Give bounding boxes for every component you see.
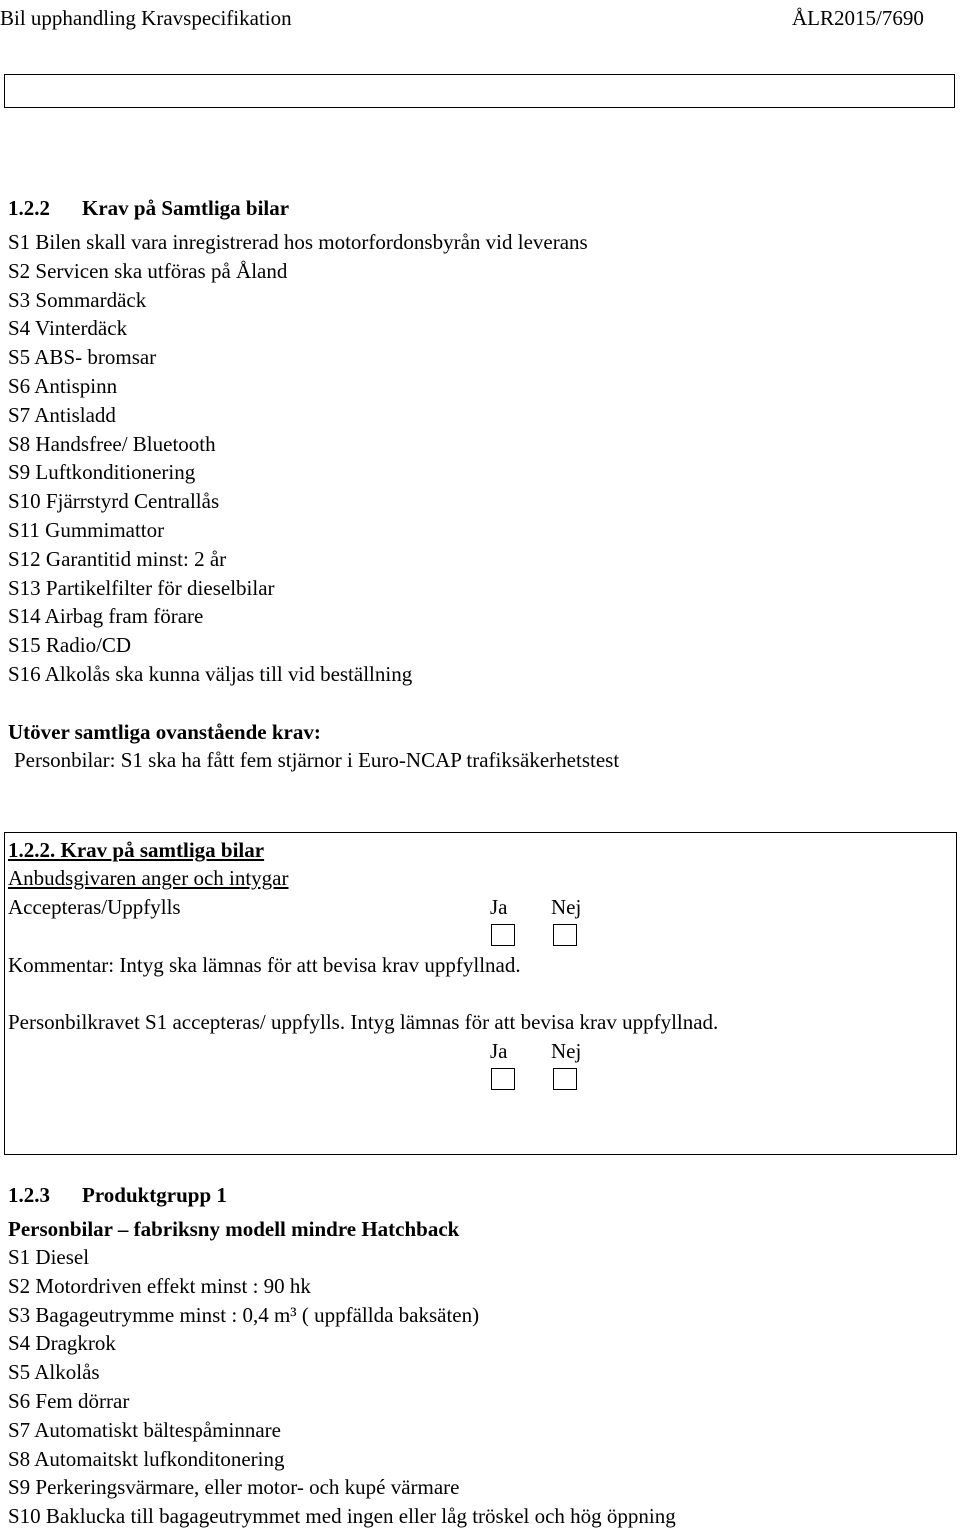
list-item: S4 Dragkrok (8, 1331, 116, 1356)
document-reference-number: ÅLR2015/7690 (792, 6, 924, 30)
list-item: S6 Fem dörrar (8, 1388, 130, 1413)
list-item: S16 Alkolås ska kunna väljas till vid beställning (8, 661, 413, 686)
ja-label-2: Ja (490, 1039, 508, 1063)
nej-label: Nej (551, 895, 582, 919)
list-item: S5 Alkolås (8, 1360, 100, 1385)
nej-label-2: Nej (551, 1039, 582, 1063)
section-123-number: 1.2.3 (8, 1183, 50, 1207)
list-item: S1 Bilen skall vara inregistrerad hos motorfordonsbyrån vid leverans (8, 230, 588, 254)
list-item: S2 Servicen ska utföras på Åland (8, 258, 288, 283)
section-123-heading (8, 1181, 227, 1210)
list-item: S1 Diesel (8, 1245, 90, 1269)
list-item: S9 Perkeringsvärmare, eller motor- och kupé värmare (8, 1475, 460, 1500)
section-122-heading (8, 194, 289, 223)
list-item: S8 Automaitskt lufkonditonering (8, 1446, 285, 1471)
extra-requirements-text: Personbilar: S1 ska ha fått fem stjärnor i Euro-NCAP trafiksäkerhetstest (14, 748, 620, 772)
list-item: S5 ABS- bromsar (8, 345, 157, 370)
list-item: S7 Automatiskt bältespåminnare (8, 1417, 281, 1442)
list-item: S6 Antispinn (8, 373, 118, 398)
list-item: S3 Bagageutrymme minst : 0,4 m³ ( uppfällda baksäten) (8, 1302, 480, 1327)
list-item: S3 Sommardäck (8, 287, 147, 312)
section-123-title: Produktgrupp 1 (82, 1183, 227, 1207)
list-item: S15 Radio/CD (8, 633, 132, 658)
extra-requirements-heading: Utöver samtliga ovanstående krav: (8, 720, 321, 744)
section-122-number: 1.2.2 (8, 196, 50, 220)
ja-checkbox[interactable] (491, 924, 515, 946)
list-item: S14 Airbag fram förare (8, 604, 204, 629)
personbil-requirement-text: Personbilkravet S1 accepteras/ uppfylls. Intyg lämnas för att bevisa krav uppfyllnad. (8, 1010, 719, 1034)
answer-box-title: 1.2.2. Krav på samtliga bilar (8, 838, 265, 862)
answer-box-subtitle: Anbudsgivaren anger och intygar (8, 866, 289, 890)
list-item: S13 Partikelfilter för dieselbilar (8, 575, 275, 600)
list-item: S10 Fjärrstyrd Centrallås (8, 489, 220, 514)
document-header-title: Bil upphandling Kravspecifikation (0, 6, 292, 30)
list-item: S2 Motordriven effekt minst : 90 hk (8, 1273, 311, 1298)
section-123-subtitle: Personbilar – fabriksny modell mindre Hatchback (8, 1217, 460, 1241)
list-item: S8 Handsfree/ Bluetooth (8, 431, 216, 456)
accept-label: Accepteras/Uppfylls (8, 895, 181, 919)
list-item: S4 Vinterdäck (8, 316, 128, 341)
header-empty-box (4, 74, 955, 108)
ja-label: Ja (490, 895, 508, 919)
list-item: S11 Gummimattor (8, 517, 165, 542)
list-item: S12 Garantitid minst: 2 år (8, 546, 227, 571)
list-item: S9 Luftkonditionering (8, 460, 196, 485)
section-122-title: Krav på Samtliga bilar (82, 196, 290, 220)
ja-checkbox-2[interactable] (491, 1068, 515, 1090)
list-item: S7 Antisladd (8, 402, 116, 427)
section-123-requirement-list (8, 1243, 676, 1531)
list-item: S10 Baklucka till bagageutrymmet med ingen eller låg tröskel och hög öppning (8, 1504, 676, 1529)
nej-checkbox-2[interactable] (553, 1068, 577, 1090)
section-122-requirement-list (8, 228, 588, 689)
nej-checkbox[interactable] (553, 924, 577, 946)
comment-text: Kommentar: Intyg ska lämnas för att bevisa krav uppfyllnad. (8, 953, 521, 977)
